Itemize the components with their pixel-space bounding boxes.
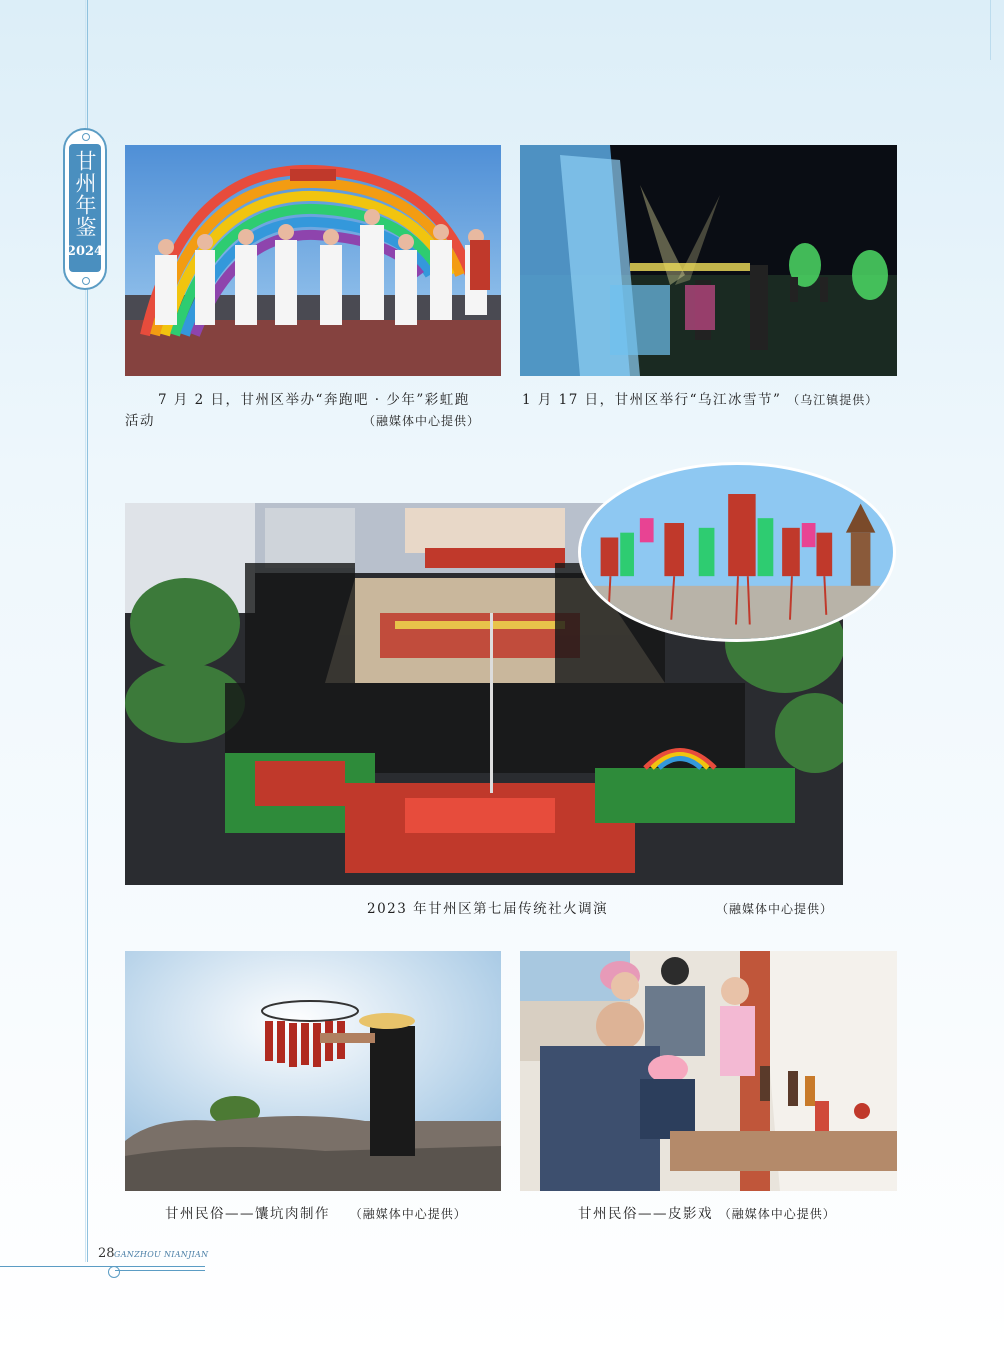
caption-photo4 (165, 1203, 467, 1225)
footer-scroll-ornament (108, 1266, 120, 1278)
photo-rainbow-run (125, 145, 501, 376)
caption-photo1-credit (363, 410, 480, 432)
photo-stilt-walkers-inset (578, 462, 896, 642)
caption-photo4-text: 甘州民俗——馕坑肉制作 (165, 1206, 330, 1222)
page-number: 28 (98, 1246, 115, 1261)
caption-photo5 (578, 1203, 836, 1225)
credit-text: （融媒体中心提供） (716, 902, 834, 916)
running-title: GANZHOU NIANJIAN (114, 1250, 209, 1259)
footer-rule-secondary (115, 1270, 205, 1271)
credit-text: （融媒体中心提供） (363, 414, 481, 428)
caption-photo5-credit: （融媒体中心提供） (718, 1207, 836, 1221)
badge-ornament-bottom (82, 277, 90, 285)
photo-shadow-puppet (520, 951, 897, 1191)
photo-ice-festival (520, 145, 897, 376)
caption-photo1-line2: 活动 (125, 413, 155, 429)
caption-photo2-credit: （乌江镇提供） (787, 393, 879, 407)
photo-naan-pit-meat (125, 951, 501, 1191)
caption-photo5-text: 甘州民俗——皮影戏 (578, 1206, 713, 1222)
badge-inner (66, 144, 104, 272)
caption-photo4-credit: （融媒体中心提供） (349, 1207, 467, 1221)
caption-photo1-line1: 7 月 2 日，甘州区举办“奔跑吧 · 少年”彩虹跑 (158, 392, 470, 408)
badge-year: 2024 (66, 244, 104, 259)
caption-photo2 (522, 389, 878, 411)
badge-ornament-top (82, 133, 90, 141)
caption-photo3-credit (716, 898, 833, 920)
badge-title: 甘州年鉴 (73, 150, 97, 238)
caption-photo2-text: 1 月 17 日，甘州区举行“乌江冰雪节” (522, 392, 782, 408)
right-rule (990, 0, 991, 60)
yearbook-badge (63, 128, 107, 290)
caption-photo3-text: 2023 年甘州区第七届传统社火调演 (367, 901, 609, 917)
footer-rule (0, 1266, 205, 1267)
